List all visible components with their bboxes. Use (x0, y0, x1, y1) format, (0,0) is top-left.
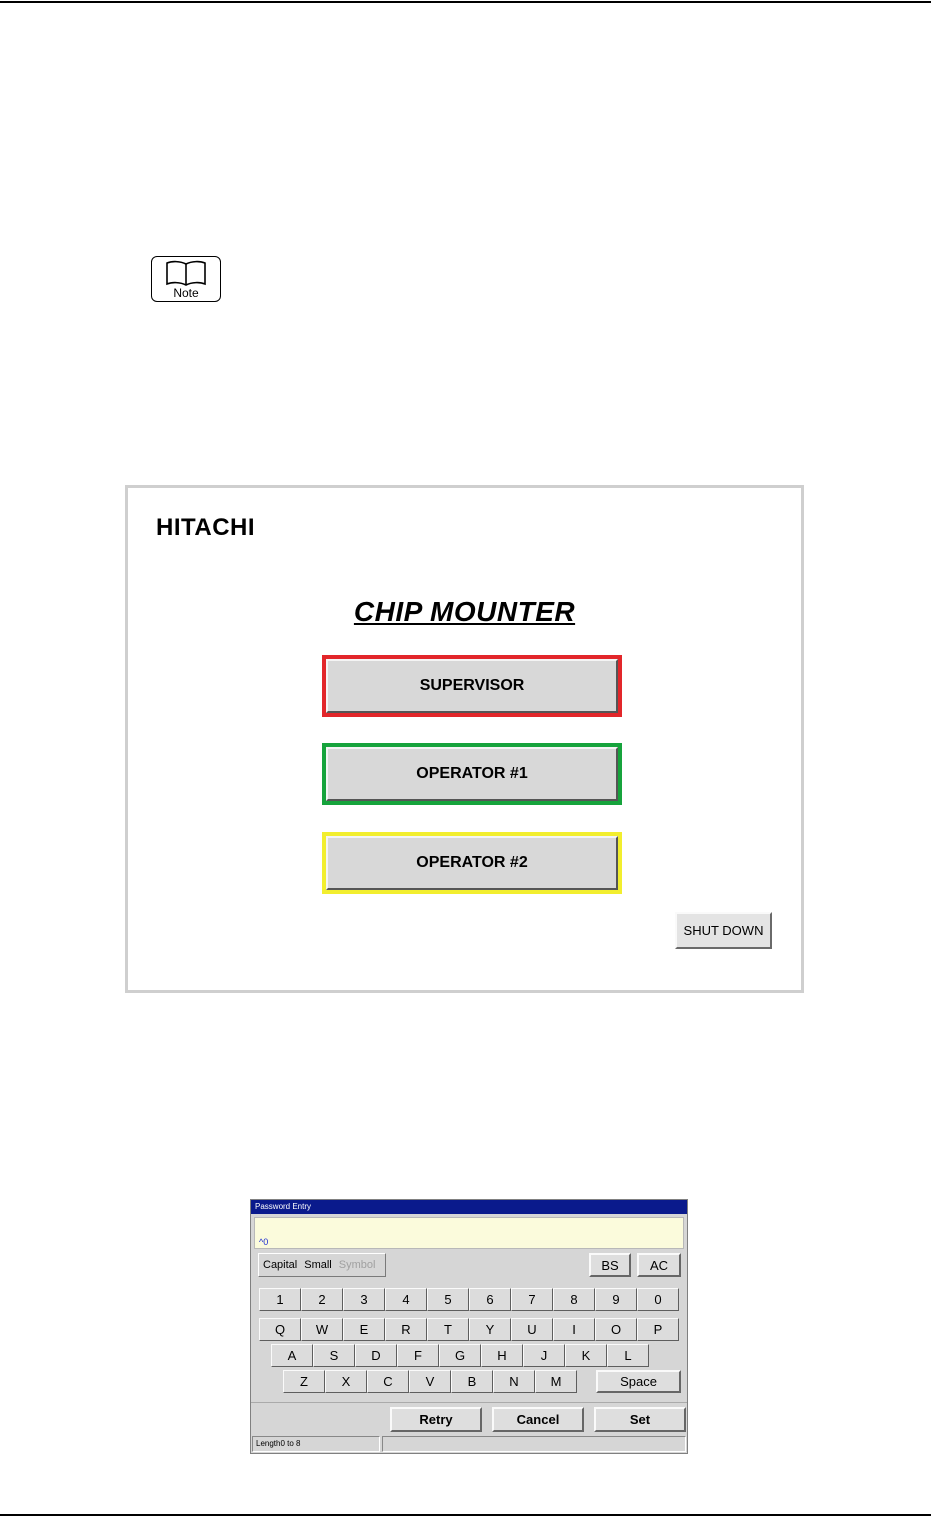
key[interactable]: 6 (469, 1288, 511, 1311)
status-length: Length0 to 8 (252, 1436, 380, 1452)
key[interactable]: F (397, 1344, 439, 1367)
key[interactable]: Q (259, 1318, 301, 1341)
key[interactable]: K (565, 1344, 607, 1367)
keyboard-row-qwerty (259, 1318, 679, 1341)
key[interactable]: R (385, 1318, 427, 1341)
key[interactable]: J (523, 1344, 565, 1367)
key[interactable]: H (481, 1344, 523, 1367)
key[interactable]: T (427, 1318, 469, 1341)
hitachi-logo: HITACHI (156, 514, 256, 541)
dialog-title: Password Entry (251, 1200, 687, 1214)
password-dialog (250, 1199, 688, 1454)
key[interactable]: D (355, 1344, 397, 1367)
operator-1-frame (322, 743, 622, 805)
key[interactable]: A (271, 1344, 313, 1367)
operator-1-button[interactable]: OPERATOR #1 (326, 747, 618, 801)
key[interactable]: Z (283, 1370, 325, 1393)
key[interactable]: 4 (385, 1288, 427, 1311)
key[interactable]: Y (469, 1318, 511, 1341)
app-title: CHIP MOUNTER (353, 596, 576, 627)
key[interactable]: X (325, 1370, 367, 1393)
note-label: Note (173, 286, 199, 300)
key[interactable]: B (451, 1370, 493, 1393)
key[interactable]: P (637, 1318, 679, 1341)
key[interactable]: M (535, 1370, 577, 1393)
key[interactable]: N (493, 1370, 535, 1393)
operator-2-frame (322, 832, 622, 894)
backspace-button[interactable]: BS (589, 1253, 631, 1277)
key[interactable]: S (313, 1344, 355, 1367)
shutdown-button[interactable]: SHUT DOWN (675, 912, 772, 949)
note-book-icon (151, 256, 221, 302)
key[interactable]: U (511, 1318, 553, 1341)
keyboard-row-zxcv (283, 1370, 577, 1393)
mode-symbol[interactable]: Symbol (338, 1259, 376, 1271)
supervisor-frame (322, 655, 622, 717)
all-clear-button[interactable]: AC (637, 1253, 681, 1277)
key[interactable]: V (409, 1370, 451, 1393)
retry-button[interactable]: Retry (390, 1407, 482, 1432)
key[interactable]: O (595, 1318, 637, 1341)
key[interactable]: E (343, 1318, 385, 1341)
key[interactable]: I (553, 1318, 595, 1341)
key[interactable]: 2 (301, 1288, 343, 1311)
key[interactable]: 3 (343, 1288, 385, 1311)
mode-small[interactable]: Small (304, 1259, 332, 1271)
input-caret: ^0 (259, 1237, 269, 1247)
key[interactable]: 0 (637, 1288, 679, 1311)
password-input[interactable] (254, 1217, 684, 1249)
key[interactable]: 1 (259, 1288, 301, 1311)
key[interactable]: 9 (595, 1288, 637, 1311)
cancel-button[interactable]: Cancel (492, 1407, 584, 1432)
operator-2-button[interactable]: OPERATOR #2 (326, 836, 618, 890)
status-right (382, 1436, 686, 1452)
key[interactable]: W (301, 1318, 343, 1341)
top-rule (0, 1, 931, 3)
mode-selector (258, 1253, 386, 1277)
key[interactable]: 7 (511, 1288, 553, 1311)
button-separator (251, 1402, 687, 1403)
set-button[interactable]: Set (594, 1407, 686, 1432)
supervisor-button[interactable]: SUPERVISOR (326, 659, 618, 713)
key[interactable]: G (439, 1344, 481, 1367)
keyboard-row-asdf (271, 1344, 649, 1367)
key[interactable]: L (607, 1344, 649, 1367)
bottom-rule (0, 1514, 931, 1516)
key[interactable]: 8 (553, 1288, 595, 1311)
login-screen (125, 485, 804, 993)
space-key[interactable]: Space (596, 1370, 681, 1393)
keyboard-row-digits (259, 1288, 679, 1311)
mode-capital[interactable]: Capital (263, 1259, 298, 1271)
key[interactable]: C (367, 1370, 409, 1393)
key[interactable]: 5 (427, 1288, 469, 1311)
